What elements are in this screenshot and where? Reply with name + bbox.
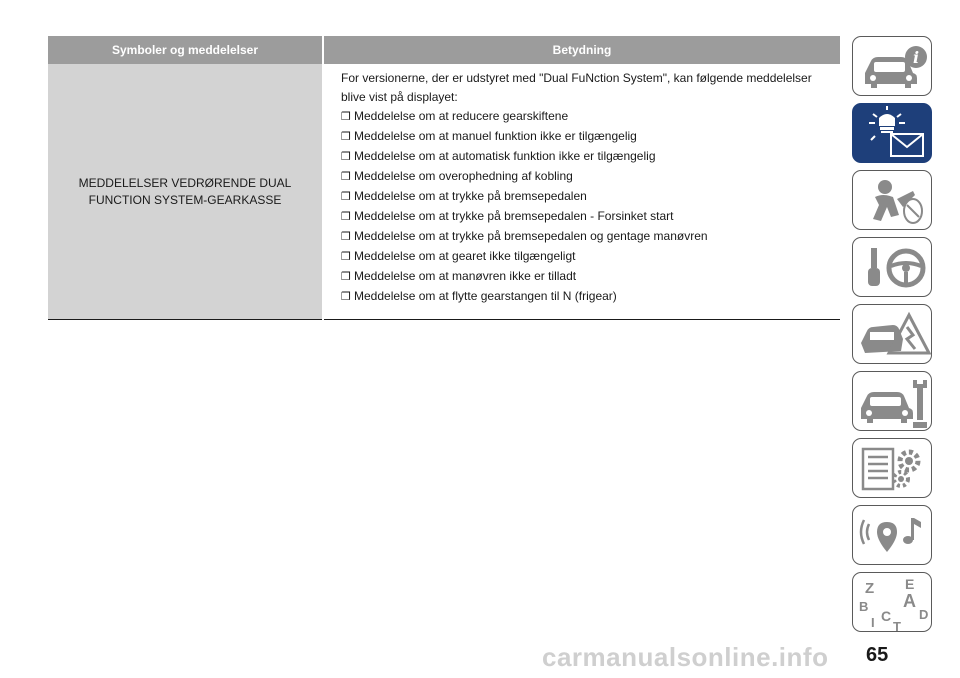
bullet-icon: ❒ — [341, 291, 351, 303]
car-wrench-icon — [853, 372, 933, 432]
media-music-icon — [853, 506, 933, 566]
alphabetical-index-icon — [853, 573, 933, 633]
tab-maintenance[interactable] — [852, 371, 932, 431]
page-number: 65 — [866, 644, 889, 666]
specs-gear-icon — [853, 439, 933, 499]
index-letter: C — [881, 608, 892, 624]
key-steering-wheel-icon — [853, 238, 933, 298]
list-item: ❒ Meddelelse om at manøvren ikke er tilladt — [341, 267, 834, 287]
bullet-icon: ❒ — [341, 151, 351, 163]
message-list — [341, 107, 834, 307]
list-item: ❒ Meddelelse om at reducere gearskiftene — [341, 107, 834, 127]
bullet-icon: ❒ — [341, 271, 351, 283]
list-item: ❒ Meddelelse om at manuel funktion ikke er tilgængelig — [341, 127, 834, 147]
index-letter: D — [919, 607, 929, 622]
bullet-icon: ❒ — [341, 251, 351, 263]
bullet-icon: ❒ — [341, 231, 351, 243]
tab-emergency[interactable] — [852, 304, 932, 364]
index-letter: T — [893, 619, 901, 633]
header-symbols: Symboler og meddelelser — [48, 36, 323, 64]
bullet-icon: ❒ — [341, 131, 351, 143]
index-letter: E — [905, 576, 915, 592]
tab-multimedia[interactable] — [852, 505, 932, 565]
bullet-icon: ❒ — [341, 211, 351, 223]
list-item: ❒ Meddelelse om at trykke på bremsepedalen - Forsinket start — [341, 207, 834, 227]
row-meaning-cell — [323, 64, 840, 320]
message-table — [48, 36, 840, 320]
list-item: ❒ Meddelelse om at trykke på bremsepedalen og gentage manøvren — [341, 227, 834, 247]
table-row — [48, 64, 840, 320]
bullet-icon: ❒ — [341, 111, 351, 123]
tab-warning-lights[interactable] — [852, 103, 932, 163]
row-label-line: MEDDELELSER VEDRØRENDE DUAL — [78, 175, 292, 190]
index-letter: I — [871, 615, 875, 630]
message-table-grid — [48, 36, 840, 320]
list-item: ❒ Meddelelse om at trykke på bremsepedalen — [341, 187, 834, 207]
warning-light-message-icon — [853, 104, 933, 164]
tab-index[interactable] — [852, 572, 932, 632]
bullet-icon: ❒ — [341, 171, 351, 183]
row-label-cell — [48, 64, 323, 320]
list-item: ❒ Meddelelse om at gearet ikke tilgængeligt — [341, 247, 834, 267]
list-item: ❒ Meddelelse om overophedning af kobling — [341, 167, 834, 187]
row-label-line: FUNCTION SYSTEM-GEARKASSE — [88, 192, 282, 207]
intro-text: For versionerne, der er udstyret med "Dual FuNction System", kan følgende meddelelser blive vist på displayet: — [341, 71, 812, 104]
index-letter: A — [903, 591, 916, 611]
tab-starting-driving[interactable] — [852, 237, 932, 297]
car-info-icon — [853, 37, 933, 97]
bullet-icon: ❒ — [341, 191, 351, 203]
table-header-row — [48, 36, 840, 64]
index-letter: Z — [865, 580, 875, 597]
car-crash-warning-icon — [853, 305, 933, 365]
list-item: ❒ Meddelelse om at flytte gearstangen til N (frigear) — [341, 287, 834, 307]
seat-airbag-icon — [853, 171, 933, 231]
svg-text:i: i — [912, 48, 920, 67]
tab-safety[interactable] — [852, 170, 932, 230]
header-meaning: Betydning — [323, 36, 840, 64]
tab-technical-data[interactable] — [852, 438, 932, 498]
watermark: carmanualsonline.info — [542, 642, 829, 672]
index-letter: B — [859, 599, 869, 614]
tab-car-info[interactable] — [852, 36, 932, 96]
list-item: ❒ Meddelelse om at automatisk funktion ikke er tilgængelig — [341, 147, 834, 167]
